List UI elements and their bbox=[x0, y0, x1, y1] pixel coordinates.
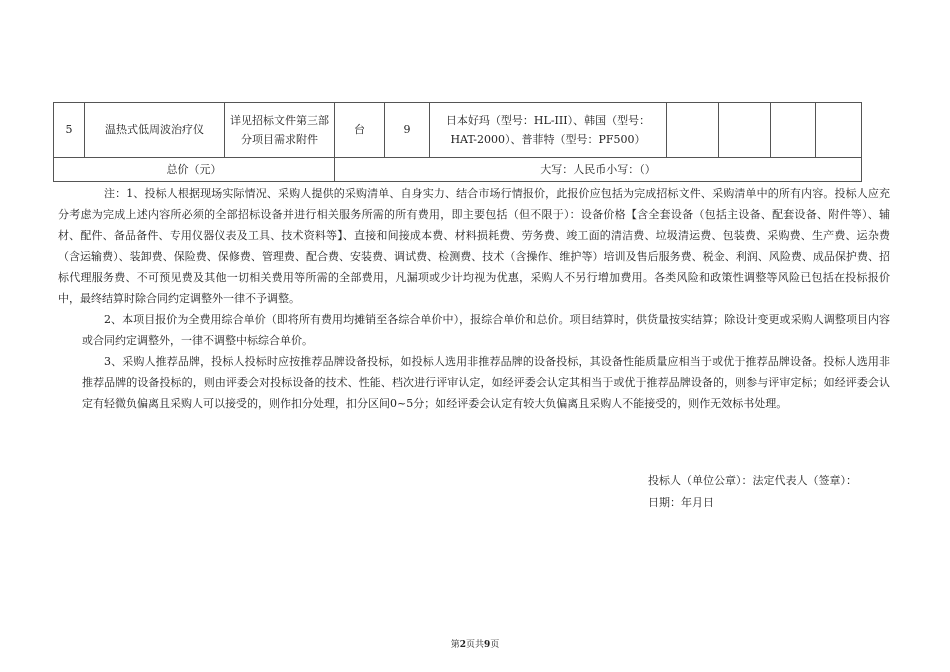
current-page: 2 bbox=[459, 640, 466, 650]
notes-section bbox=[58, 183, 890, 414]
item-name: 温热式低周波治疗仪 bbox=[85, 103, 225, 158]
empty-cell bbox=[667, 103, 719, 158]
item-requirement: 详见招标文件第三部分项目需求附件 bbox=[225, 103, 335, 158]
signature-line: 投标人（单位公章）：法定代表人（签章）： bbox=[648, 474, 857, 487]
note-3: 3、采购人推荐品牌，投标人投标时应按推荐品牌设备投标，如投标人选用非推荐品牌的设备投标，其设备性能质量应相当于或优于推荐品牌设备。投标人选用非推荐品牌的设备投标的，则由评委会对投标设备的技术、性能、档次进行评审认定，如经评委会认定其相当于或优于推荐品牌设备的，则参与评审定标；如经评委会认定有轻微负偏离且采购人可以接受的，则作扣分处理，扣分区间0~5分；如经评委会认定有较大负偏离且采购人不能接受的，则作无效标书处理。 bbox=[82, 355, 890, 410]
page-footer bbox=[0, 637, 950, 650]
total-value: 大写：人民币小写：（） bbox=[335, 158, 862, 182]
note-1: 注：1、投标人根据现场实际情况、采购人提供的采购清单、自身实力、结合市场行情报价，此报价应包括为完成招标文件、采购清单中的所有内容。投标人应充分考虑为完成上述内容所必须的全部招标设备并进行相关服务所需的所有费用，即主要包括（但不限于）：设备价格【含全套设备（包括主设备、配套设备、附件等）、辅材、配件、备品备件、专用仪器仪表及工具、技术资料等】、直接和间接成本费、材料损耗费、劳务费、竣工面的清洁费、垃圾清运费、包装费、采购费、生产费、运杂费（含运输费）、装卸费、保险费、保修费、管理费、配合费、安装费、调试费、检测费、技术（含操作、维护等）培训及售后服务费、税金、利润、风险费、成品保护费、招标代理服务费、不可预见费及其他一切相关费用等所需的全部费用，凡漏项或少计均视为优惠，采购人不另行增加费用。各类风险和政策性调整等风险已包括在投标报价中，最终结算时除合同约定调整外一律不予调整。 bbox=[58, 187, 890, 305]
table-row bbox=[54, 103, 862, 158]
footer-suffix: 页 bbox=[490, 640, 500, 650]
item-brands: 日本好玛（型号：HL-III）、韩国（型号：HAT-2000）、普菲特（型号：PF500） bbox=[430, 103, 667, 158]
empty-cell bbox=[771, 103, 816, 158]
note-2: 2、本项目报价为全费用综合单价（即将所有费用均摊销至各综合单价中），报综合单价和总价。项目结算时，供货量按实结算；除设计变更或采购人调整项目内容或合同约定调整外，一律不调整中标综合单价。 bbox=[82, 313, 890, 347]
empty-cell bbox=[816, 103, 862, 158]
footer-prefix: 第 bbox=[450, 640, 460, 650]
item-number: 5 bbox=[54, 103, 85, 158]
total-label: 总价（元） bbox=[54, 158, 335, 182]
quotation-table bbox=[53, 102, 862, 182]
item-quantity: 9 bbox=[385, 103, 430, 158]
total-pages: 9 bbox=[484, 640, 491, 650]
date-line: 日期：年月日 bbox=[648, 496, 714, 509]
item-unit: 台 bbox=[335, 103, 385, 158]
footer-middle: 页共 bbox=[465, 640, 484, 650]
empty-cell bbox=[719, 103, 771, 158]
total-row bbox=[54, 158, 862, 182]
